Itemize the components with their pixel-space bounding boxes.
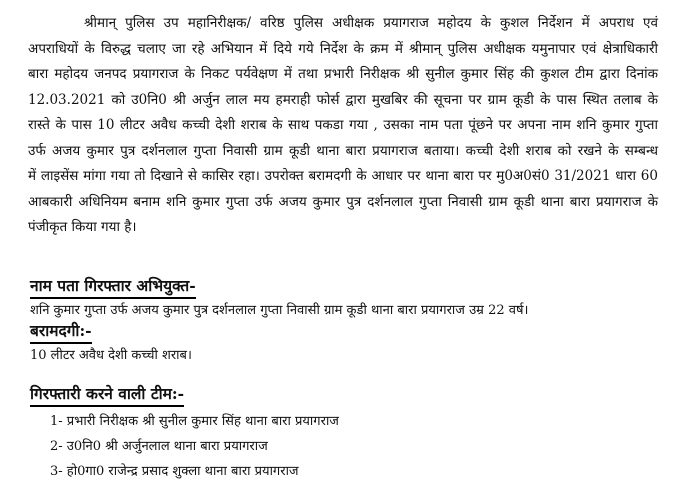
paragraph-line: बारा महोदय जनपद प्रयागराज के निकट पर्यवेक्षण में तथा प्रभारी निरीक्षक श्री सुनील कुमार सिंह की कुशल टीम द्वारा दिनांक xyxy=(28,66,658,82)
paragraph-line: अपराधियों के विरुद्ध चलाए जा रहे अभियान में दिये गये निर्देश के क्रम में श्रीमान् पुलिस अधीक्षक यमुनापार एवं क्षेत्राधिकारी xyxy=(28,40,658,57)
team-member: 2- उ0नि0 श्री अर्जुनलाल थाना बारा प्रयागराज xyxy=(50,439,268,454)
team-member: 3- हो0गा0 राजेन्द्र प्रसाद शुक्ला थाना बारा प्रयागराज xyxy=(50,464,299,479)
paragraph-line: पंजीकृत किया गया है। xyxy=(28,219,137,235)
paragraph-line: रास्ते के पास 10 लीटर अवैध कच्ची देशी शराब के साथ पकडा गया , उसका नाम पता पूंछने पर अपना नाम शनि कुमार गुप्ता xyxy=(28,117,658,133)
paragraph-line: में लाइसेंस मांगा गया तो दिखाने से कासिर रहा। उपरोक्त बरामदगी के आधार पर थाना बारा पर मु0अ0सं0 31/2021 धारा 60 xyxy=(28,168,658,184)
accused-details: शनि कुमार गुप्ता उर्फ अजय कुमार पुत्र दर्शनलाल गुप्ता निवासी ग्राम कूडी थाना बारा प्रयागराज उम्र 22 वर्ष। xyxy=(30,303,529,318)
recovery-heading: बरामदगी:- xyxy=(30,321,92,344)
paragraph-line: 12.03.2021 को उ0नि0 श्री अर्जुन लाल मय हमराही फोर्स द्वारा मुखबिर की सूचना पर ग्राम कूडी के पास स्थित तलाब के xyxy=(28,91,658,108)
team-heading: गिरफ्तारी करने वाली टीम:- xyxy=(30,384,184,407)
incident-paragraph xyxy=(28,11,658,241)
paragraph-line: श्रीमान् पुलिस उप महानिरीक्षक/ वरिष्ठ पुलिस अधीक्षक प्रयागराज महोदय के कुशल निर्देशन में अपराध एवं xyxy=(84,15,658,31)
paragraph-line: उर्फ अजय कुमार पुत्र दर्शनलाल गुप्ता निवासी ग्राम कूडी थाना बारा प्रयागराज बताया। कच्ची देशी शराब को रखने के सम्बन्ध xyxy=(28,142,658,159)
paragraph-line: आबकारी अधिनियम बनाम शनि कुमार गुप्ता उर्फ अजय कुमार पुत्र दर्शनलाल गुप्ता निवासी ग्राम कूडी थाना बारा प्रयागराज के xyxy=(28,193,658,210)
accused-heading: नाम पता गिरफ्तार अभियुक्त- xyxy=(30,276,196,299)
recovery-details: 10 लीटर अवैध देशी कच्ची शराब। xyxy=(30,348,192,363)
team-member: 1- प्रभारी निरीक्षक श्री सुनील कुमार सिंह थाना बारा प्रयागराज xyxy=(50,414,339,429)
